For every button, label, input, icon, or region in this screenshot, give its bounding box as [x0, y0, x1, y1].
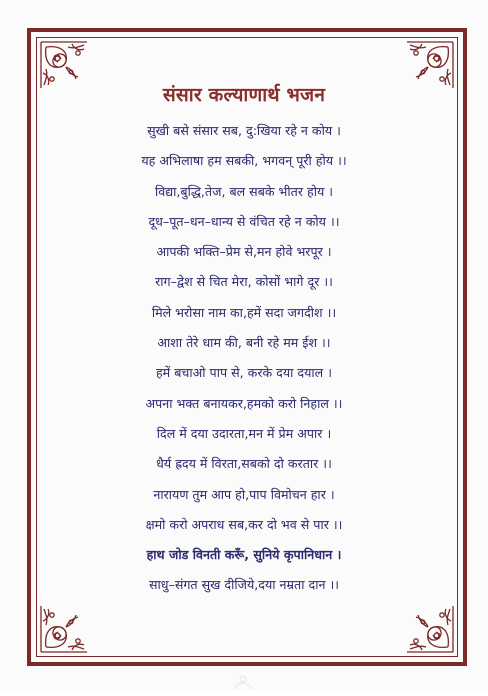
verse-line: दिल में दया उदारता,मन में प्रेम अपार ।: [156, 425, 332, 441]
verse-line: धैर्य ह्रदय में विरता,सबको दो करतार ।।: [156, 456, 332, 472]
verse-line: सुखी बसे संसार सब, दु:खिया रहे न कोय ।: [147, 123, 341, 138]
corner-ornament-icon: [38, 603, 90, 655]
verse-line: आपकी भक्ति–प्रेम से,मन होवे भरपूर ।: [156, 244, 332, 260]
verse-line: विद्या,बुद्धि,तेज, बल सबके भीतर होय ।: [154, 183, 334, 199]
corner-ornament-icon: [404, 603, 456, 655]
verse-line: हाथ जोड विनती करूँ, सुनिये कृपानिधान ।: [146, 547, 342, 563]
verse-line: दूध–पूत–धन–धान्य से वंचित रहे न कोय ।।: [148, 213, 340, 229]
verse-line: आशा तेरे धाम की, बनी रहे मम ईश ।।: [157, 335, 331, 351]
verse-line: क्षमो करो अपराध सब,कर दो भव से पार ।।: [145, 516, 343, 532]
verse-line: हमें बचाओ पाप से, करके दया दयाल ।: [156, 365, 332, 381]
verse-line: अपना भक्त बनायकर,हमको करो निहाल ।।: [145, 395, 343, 411]
verse-list: [0, 116, 488, 601]
verse-line: राग–द्वेश से चित मेरा, कोसों भागे दूर ।।: [155, 274, 333, 290]
verse-line: साधु–संगत सुख दीजिये,दया नम्रता दान ।।: [149, 577, 339, 593]
page-title: संसार कल्याणार्थ भजन: [162, 84, 326, 106]
verse-line: मिले भरोसा नाम का,हमें सदा जगदीश ।।: [151, 304, 337, 320]
verse-line: नारायण तुम आप हो,पाप विमोचन हार ।: [153, 486, 335, 502]
faint-watermark-icon: [232, 671, 254, 691]
verse-line: यह अभिलाषा हम सबकी, भगवन् पूरी होय ।।: [141, 153, 347, 169]
